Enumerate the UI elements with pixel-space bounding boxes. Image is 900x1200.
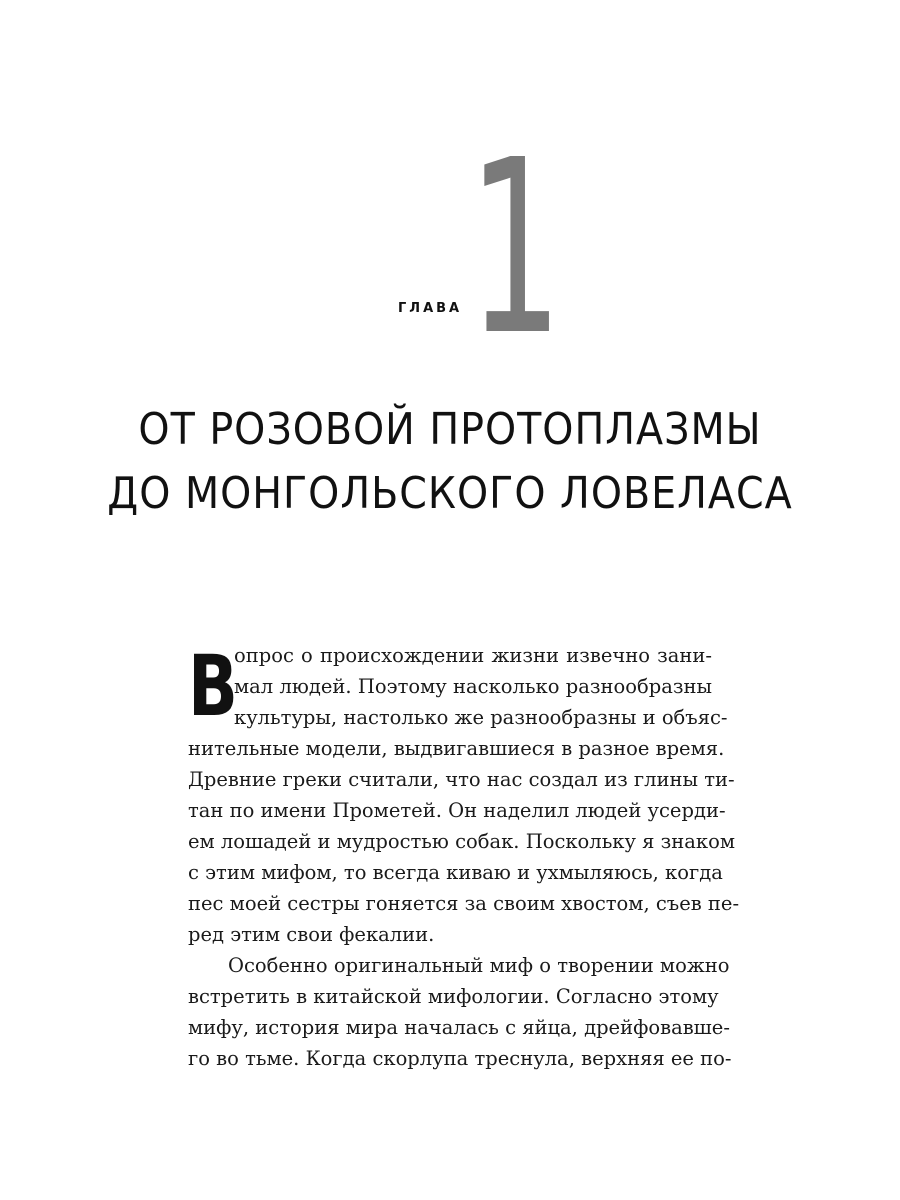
text-line: культуры, настолько же разнообразны и объяс- — [234, 706, 728, 729]
text-line: го во тьме. Когда скорлупа треснула, верхняя ее по- — [188, 1047, 732, 1070]
chapter-title-line: ОТ РОЗОВОЙ ПРОТОПЛАЗМЫ — [138, 404, 762, 455]
text-line: пес моей сестры гоняется за своим хвостом, съев пе- — [188, 892, 740, 915]
body-text — [188, 637, 740, 1074]
chapter-label: ГЛАВА — [398, 301, 463, 316]
chapter-title-line: ДО МОНГОЛЬСКОГО ЛОВЕЛАСА — [107, 468, 793, 519]
drop-cap: В — [188, 637, 238, 735]
text-line: ем лошадей и мудростью собак. Поскольку я знаком — [188, 830, 736, 853]
text-line: мифу, история мира началась с яйца, дрейфовавше- — [188, 1016, 730, 1039]
chapter-number: 1 — [468, 108, 563, 388]
text-line: тан по имени Прометей. Он наделил людей усерди- — [188, 799, 726, 822]
text-line: ред этим свои фекалии. — [188, 923, 435, 946]
text-line: нительные модели, выдвигавшиеся в разное время. — [188, 737, 725, 760]
chapter-title — [0, 398, 900, 526]
text-line: встретить в китайской мифологии. Согласно этому — [188, 985, 719, 1008]
text-line: мал людей. Поэтому насколько разнообразны — [234, 675, 712, 698]
text-line: с этим мифом, то всегда киваю и ухмыляюсь, когда — [188, 861, 723, 884]
text-line: опрос о происхождении жизни извечно зани- — [234, 644, 712, 667]
text-line: Древние греки считали, что нас создал из глины ти- — [188, 768, 735, 791]
text-line: Особенно оригинальный миф о творении можно — [228, 954, 730, 977]
